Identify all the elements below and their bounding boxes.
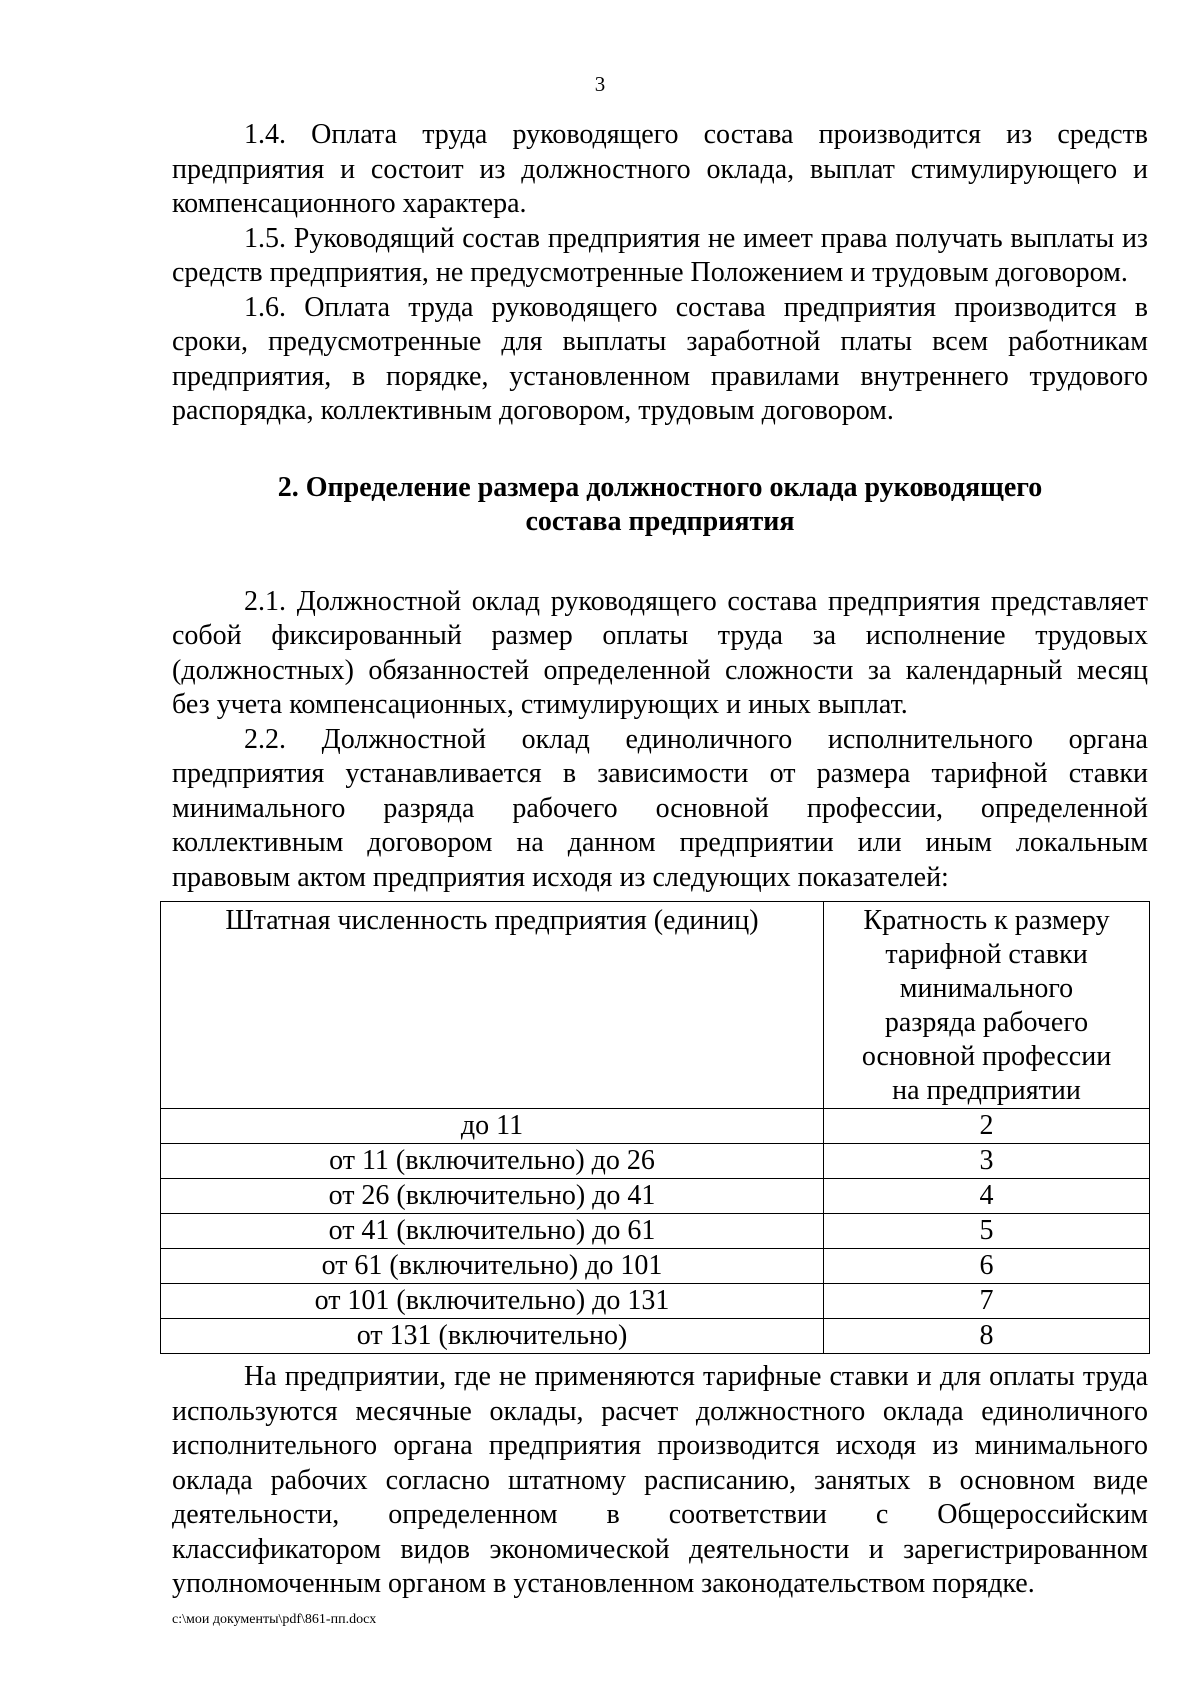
paragraph-1-5: 1.5. Руководящий состав предприятия не имеет права получать выплаты из средств предприятия, не предусмотренные Положением и трудовым договором. [172,222,1148,288]
table-cell-multiplier: 7 [824,1284,1150,1319]
table-row [161,1144,1150,1179]
section-heading-line-2: состава предприятия [525,505,795,537]
table-cell-multiplier: 3 [824,1144,1150,1179]
section-heading-line-1: 2. Определение размера должностного оклада руководящего [277,471,1043,503]
table-cell-range: до 11 [161,1109,824,1144]
table-cell-multiplier: 8 [824,1319,1150,1354]
footer-file-path: c:\мои документы\pdf\861-пп.docx [172,1612,377,1627]
paragraph-2-1: 2.1. Должностной оклад руководящего состава предприятия представляет собой фиксированный размер оплаты труда за исполнение трудовых (должностных) обязанностей определенной сложности за календарный месяц без учета компенсационных, стимулирующих и иных выплат. [172,585,1148,720]
table-cell-multiplier: 2 [824,1109,1150,1144]
table-row [161,1249,1150,1284]
table-cell-multiplier: 5 [824,1214,1150,1249]
table-cell-range: от 11 (включительно) до 26 [161,1144,824,1179]
table-cell-range: от 61 (включительно) до 101 [161,1249,824,1284]
table-cell-range: от 131 (включительно) [161,1319,824,1354]
table-row [161,1214,1150,1249]
table-cell-range: от 41 (включительно) до 61 [161,1214,824,1249]
staff-multiplier-table [160,901,1150,1354]
table-row [161,1179,1150,1214]
paragraph-1-6: 1.6. Оплата труда руководящего состава предприятия производится в сроки, предусмотренные для выплаты заработной платы всем работникам предприятия, в порядке, установленном правилами внутреннего трудового распорядка, коллективным договором, трудовым договором. [172,291,1148,426]
table-cell-multiplier: 6 [824,1249,1150,1284]
table-header-staff-count: Штатная численность предприятия (единиц) [161,902,824,1109]
table-cell-multiplier: 4 [824,1179,1150,1214]
document-body [172,118,1148,1602]
page-number: 3 [594,72,606,96]
paragraph-1-4: 1.4. Оплата труда руководящего состава производится из средств предприятия и состоит из должностного оклада, выплат стимулирующего и компенсационного характера. [172,119,1148,219]
paragraph-2-2: 2.2. Должностной оклад единоличного исполнительного органа предприятия устанавливается в зависимости от размера тарифной ставки минимального разряда рабочего основной профессии, определенной коллективным договором на данном предприятии или иным локальным правовым актом предприятия исходя из следующих показателей: [172,723,1148,893]
table-row [161,1109,1150,1144]
table-cell-range: от 101 (включительно) до 131 [161,1284,824,1319]
table-header-multiplier: Кратность к размеру тарифной ставки минимального разряда рабочего основной профессии на предприятии [824,902,1150,1109]
table-cell-range: от 26 (включительно) до 41 [161,1179,824,1214]
closing-paragraph: На предприятии, где не применяются тарифные ставки и для оплаты труда используются месячные оклады, расчет должностного оклада единоличного исполнительного органа предприятия производится исходя из минимального оклада рабочих согласно штатному расписанию, занятых в основном виде деятельности, определенном в соответствии с Общероссийским классификатором видов экономической деятельности и зарегистрированном уполномоченным органом в установленном законодательством порядке. [172,1361,1148,1599]
table-row [161,1319,1150,1354]
table-header-row [161,902,1150,1109]
table-row [161,1284,1150,1319]
section-heading [172,471,1148,539]
